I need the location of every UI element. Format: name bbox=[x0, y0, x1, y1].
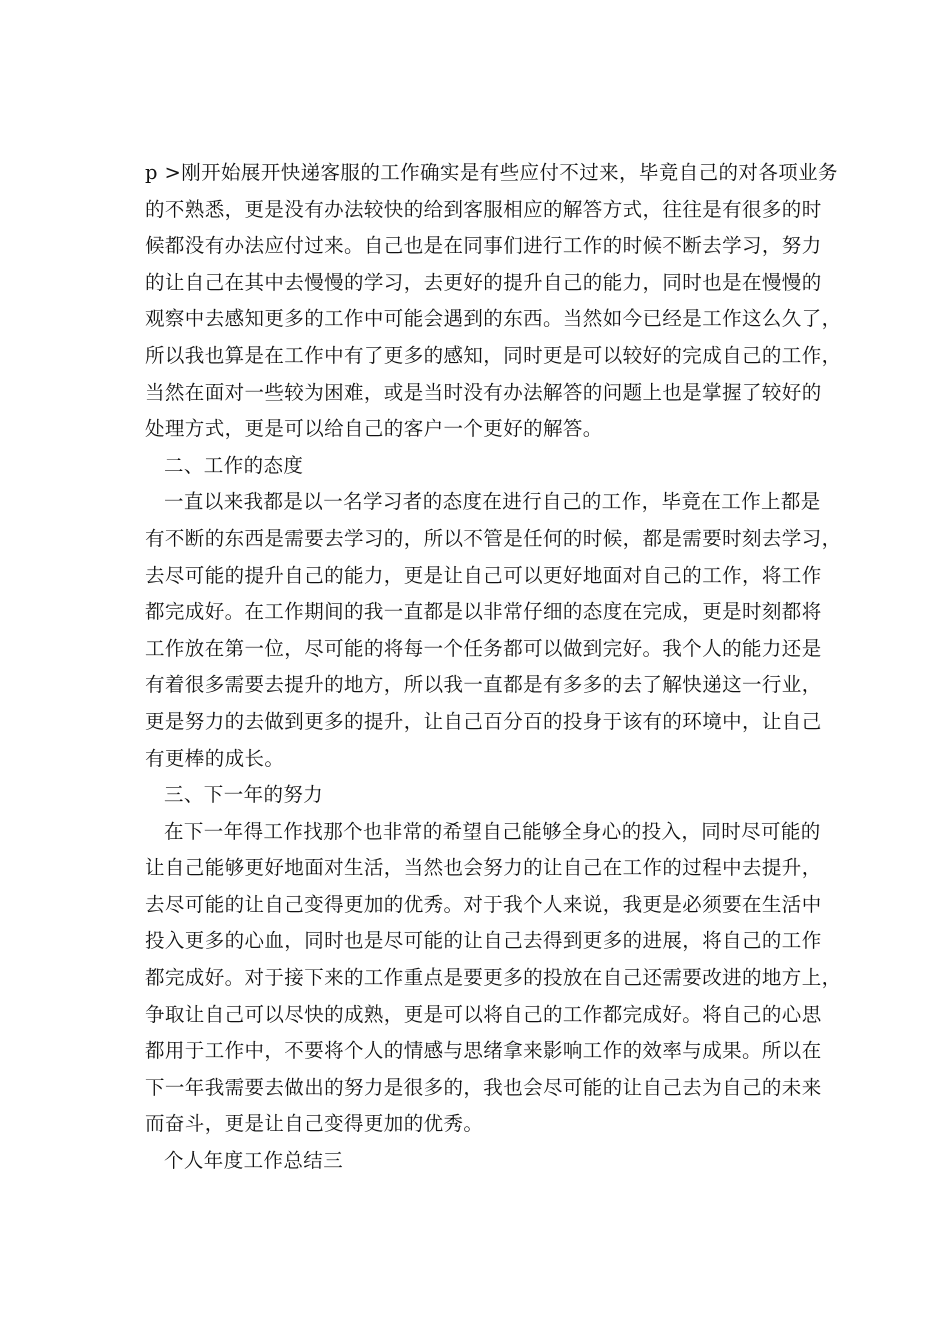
section-heading-next-year: 三、下一年的努力 bbox=[164, 783, 324, 807]
paragraph-1-line: 候都没有办法应付过来。自己也是在同事们进行工作的时候不断去学习，努力 bbox=[145, 234, 822, 258]
paragraph-1-line: 当然在面对一些较为困难，或是当时没有办法解答的问题上也是掌握了较好的 bbox=[145, 380, 822, 404]
paragraph-2-line: 一直以来我都是以一名学习者的态度在进行自己的工作，毕竟在工作上都是 bbox=[164, 490, 821, 514]
paragraph-1-line: 的不熟悉，更是没有办法较快的给到客服相应的解答方式，往往是有很多的时 bbox=[145, 197, 822, 221]
section-heading-attitude: 二、工作的态度 bbox=[164, 453, 304, 477]
paragraph-2-line: 有不断的东西是需要去学习的，所以不管是任何的时候，都是需要时刻去学习， bbox=[145, 526, 842, 550]
paragraph-1-line: 的让自己在其中去慢慢的学习，去更好的提升自己的能力，同时也是在慢慢的 bbox=[145, 270, 822, 294]
paragraph-3-line: 都完成好。对于接下来的工作重点是要更多的投放在自己还需要改进的地方上， bbox=[145, 966, 842, 990]
paragraph-2-line: 工作放在第一位，尽可能的将每一个任务都可以做到完好。我个人的能力还是 bbox=[145, 636, 822, 660]
paragraph-2-line: 都完成好。在工作期间的我一直都是以非常仔细的态度在完成，更是时刻都将 bbox=[145, 600, 822, 624]
paragraph-3-line: 去尽可能的让自己变得更加的优秀。对于我个人来说，我更是必须要在生活中 bbox=[145, 892, 822, 916]
paragraph-3-line: 而奋斗，更是让自己变得更加的优秀。 bbox=[145, 1112, 484, 1136]
paragraph-3-line: 争取让自己可以尽快的成熟，更是可以将自己的工作都完成好。将自己的心思 bbox=[145, 1002, 822, 1026]
paragraph-2-line: 更是努力的去做到更多的提升，让自己百分百的投身于该有的环境中，让自己 bbox=[145, 709, 822, 733]
paragraph-1-line: 观察中去感知更多的工作中可能会遇到的东西。当然如今已经是工作这么久了， bbox=[145, 307, 842, 331]
paragraph-1-line: 处理方式，更是可以给自己的客户一个更好的解答。 bbox=[145, 417, 603, 441]
paragraph-3-line: 在下一年得工作找那个也非常的希望自己能够全身心的投入，同时尽可能的 bbox=[164, 819, 821, 843]
section-heading-summary-three: 个人年度工作总结三 bbox=[164, 1149, 344, 1173]
paragraph-1-line: p >刚开始展开快递客服的工作确实是有些应付不过来，毕竟自己的对各项业务 bbox=[145, 161, 838, 184]
paragraph-3-line: 都用于工作中，不要将个人的情感与思绪拿来影响工作的效率与成果。所以在 bbox=[145, 1039, 822, 1063]
paragraph-3-line: 让自己能够更好地面对生活，当然也会努力的让自己在工作的过程中去提升， bbox=[145, 856, 822, 880]
paragraph-2-line: 有着很多需要去提升的地方，所以我一直都是有多多的去了解快递这一行业， bbox=[145, 673, 822, 697]
paragraph-2-line: 去尽可能的提升自己的能力，更是让自己可以更好地面对自己的工作，将工作 bbox=[145, 563, 822, 587]
document-body bbox=[145, 155, 842, 1180]
paragraph-1-line: 所以我也算是在工作中有了更多的感知，同时更是可以较好的完成自己的工作， bbox=[145, 343, 842, 367]
paragraph-2-line: 有更棒的成长。 bbox=[145, 746, 285, 770]
paragraph-3-line: 投入更多的心血，同时也是尽可能的让自己去得到更多的进展，将自己的工作 bbox=[145, 929, 822, 953]
paragraph-3-line: 下一年我需要去做出的努力是很多的，我也会尽可能的让自己去为自己的未来 bbox=[145, 1075, 822, 1099]
